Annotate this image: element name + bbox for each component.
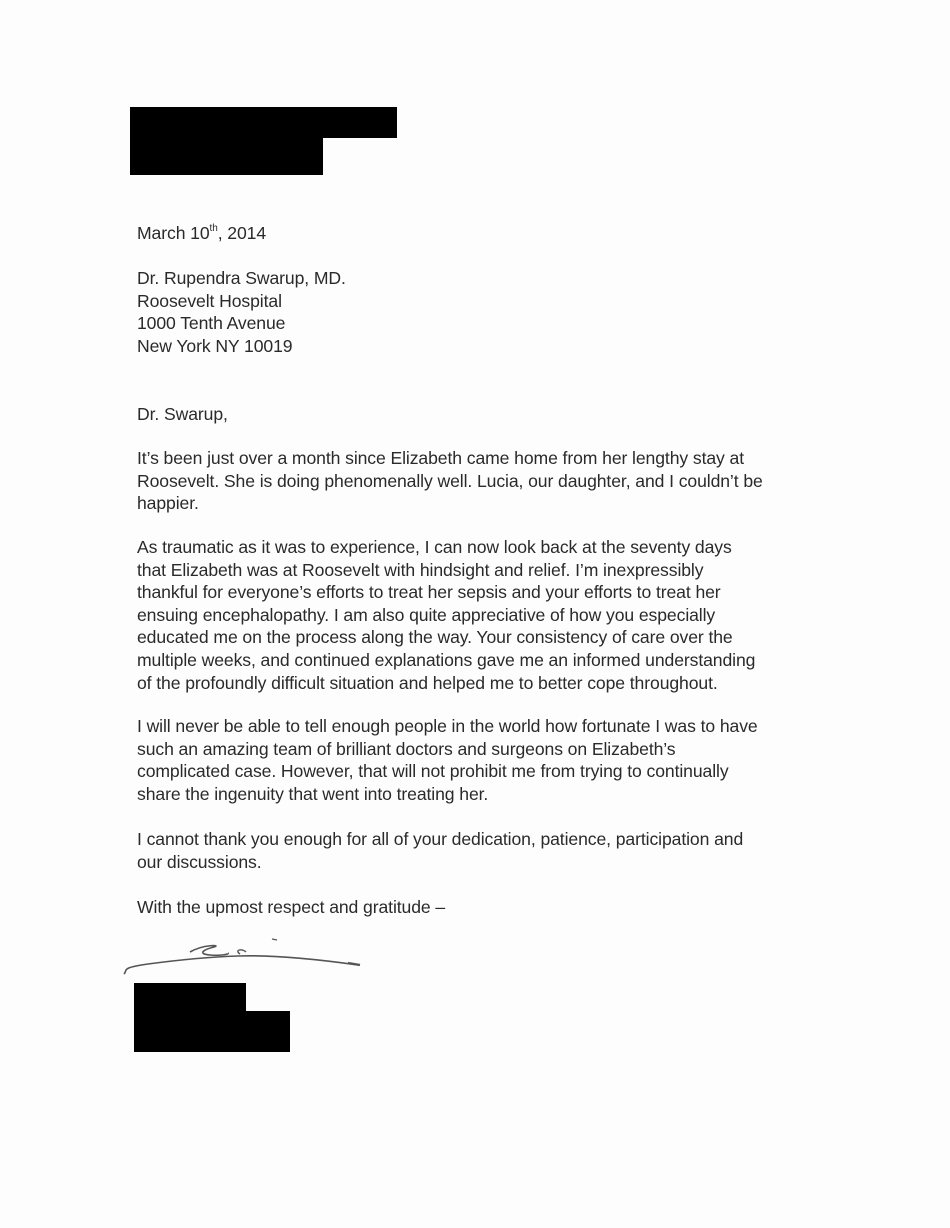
closing-line: With the upmost respect and gratitude – — [137, 897, 446, 917]
text-line: As traumatic as it was to experience, I can now look back at the seventy days — [137, 537, 732, 557]
text-line: our discussions. — [137, 851, 262, 872]
text-line: share the ingenuity that went into treating her. — [137, 783, 489, 804]
paragraph-2 — [137, 536, 837, 694]
text-line: I cannot thank you enough for all of your dedication, patience, participation and — [137, 829, 744, 849]
text-line: such an amazing team of brilliant doctors and surgeons on Elizabeth’s — [137, 738, 676, 759]
recipient-city: New York NY 10019 — [137, 335, 293, 356]
date-main: March 10 — [137, 223, 210, 243]
salutation: Dr. Swarup, — [137, 404, 228, 424]
letter-date — [137, 222, 266, 245]
text-line: ensuing encephalopathy. I am also quite appreciative of how you especially — [137, 604, 716, 625]
redacted-signature-name-line-1 — [134, 983, 246, 1013]
redacted-sender-line-1 — [130, 107, 397, 138]
text-line: happier. — [137, 493, 199, 514]
redacted-signature-name-line-2 — [134, 1011, 290, 1052]
text-line: educated me on the process along the way. Your consistency of care over the — [137, 627, 733, 648]
text-line: complicated case. However, that will not prohibit me from trying to continually — [137, 761, 729, 782]
text-line: Roosevelt. She is doing phenomenally well. Lucia, our daughter, and I couldn’t be — [137, 470, 763, 491]
date-year: , 2014 — [217, 223, 267, 243]
recipient-street: 1000 Tenth Avenue — [137, 313, 286, 334]
recipient-name: Dr. Rupendra Swarup, MD. — [137, 268, 346, 288]
date-ordinal: th — [209, 223, 218, 235]
recipient-institution: Roosevelt Hospital — [137, 290, 282, 311]
text-line: thankful for everyone’s efforts to treat her sepsis and your efforts to treat her — [137, 582, 721, 603]
paragraph-1 — [137, 447, 837, 515]
recipient-address — [137, 267, 837, 357]
text-line: multiple weeks, and continued explanations gave me an informed understanding — [137, 649, 756, 670]
text-line: I will never be able to tell enough people in the world how fortunate I was to have — [137, 716, 758, 736]
paragraph-3 — [137, 715, 837, 805]
text-line: that Elizabeth was at Roosevelt with hindsight and relief. I’m inexpressibly — [137, 559, 704, 580]
text-line: of the profoundly difficult situation and helped me to better cope throughout. — [137, 672, 718, 693]
text-line: It’s been just over a month since Elizabeth came home from her lengthy stay at — [137, 448, 744, 468]
handwritten-signature — [118, 930, 368, 980]
paragraph-4 — [137, 828, 837, 873]
redacted-sender-line-2 — [130, 137, 323, 175]
